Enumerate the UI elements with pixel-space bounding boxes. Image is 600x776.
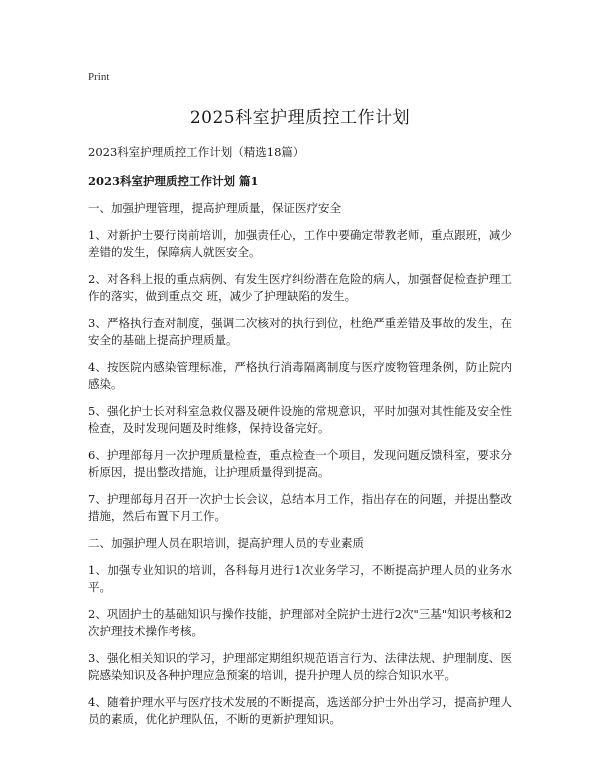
paragraph-item: 4、按医院内感染管理标准，严格执行消毒隔离制度与医疗废物管理条例，防止院内感染。 bbox=[88, 360, 512, 391]
paragraph-item: 4、随着护理水平与医疗技术发展的不断提高，选送部分护士外出学习，提高护理人员的素质，优化护理队伍，不断的更新护理知识。 bbox=[88, 695, 512, 726]
paragraph-item: 5、强化护士长对科室急救仪器及硬件设施的常规意识，平时加强对其性能及安全性检查，及时发现问题及时维修，保持设备完好。 bbox=[88, 404, 512, 435]
paragraph-item: 3、严格执行查对制度，强调二次核对的执行到位，杜绝严重差错及事故的发生，在安全的基础上提高护理质量。 bbox=[88, 316, 512, 347]
paragraph-item: 2、巩固护士的基础知识与操作技能，护理部对全院护士进行2次"三基"知识考核和2次护理技术操作考核。 bbox=[88, 607, 512, 638]
paragraph-item: 1、加强专业知识的培训，各科每月进行1次业务学习，不断提高护理人员的业务水平。 bbox=[88, 563, 512, 594]
paragraph-item: 7、护理部每月召开一次护士长会议，总结本月工作，指出存在的问题，并提出整改措施，然后布置下月工作。 bbox=[88, 492, 512, 523]
paragraph-heading-2: 二、加强护理人员在职培训，提高护理人员的专业素质 bbox=[88, 536, 364, 550]
paragraph-item: 2、对各科上报的重点病例、有发生医疗纠纷潜在危险的病人，加强督促检查护理工作的落实，做到重点交 班，减少了护理缺陷的发生。 bbox=[88, 272, 512, 303]
section-heading: 2023科室护理质控工作计划 篇1 bbox=[88, 174, 259, 188]
paragraph-heading-1: 一、加强护理管理，提高护理质量，保证医疗安全 bbox=[88, 201, 341, 215]
document-subtitle: 2023科室护理质控工作计划（精选18篇） bbox=[88, 145, 305, 159]
print-label[interactable]: Print bbox=[88, 71, 110, 83]
paragraph-item: 3、强化相关知识的学习，护理部定期组织规范语言行为、法律法规、护理制度、医院感染知识及各种护理应急预案的培训，提升护理人员的综合知识水平。 bbox=[88, 651, 512, 682]
paragraph-item: 1、对新护士要行岗前培训，加强责任心，工作中要确定带教老师，重点跟班，减少差错的发生，保障病人就医安全。 bbox=[88, 228, 512, 259]
paragraph-item: 6、护理部每月一次护理质量检查，重点检查一个项目，发现问题反馈科室，要求分析原因，提出整改措施，让护理质量得到提高。 bbox=[88, 448, 512, 479]
document-title: 2025科室护理质控工作计划 bbox=[189, 108, 411, 128]
